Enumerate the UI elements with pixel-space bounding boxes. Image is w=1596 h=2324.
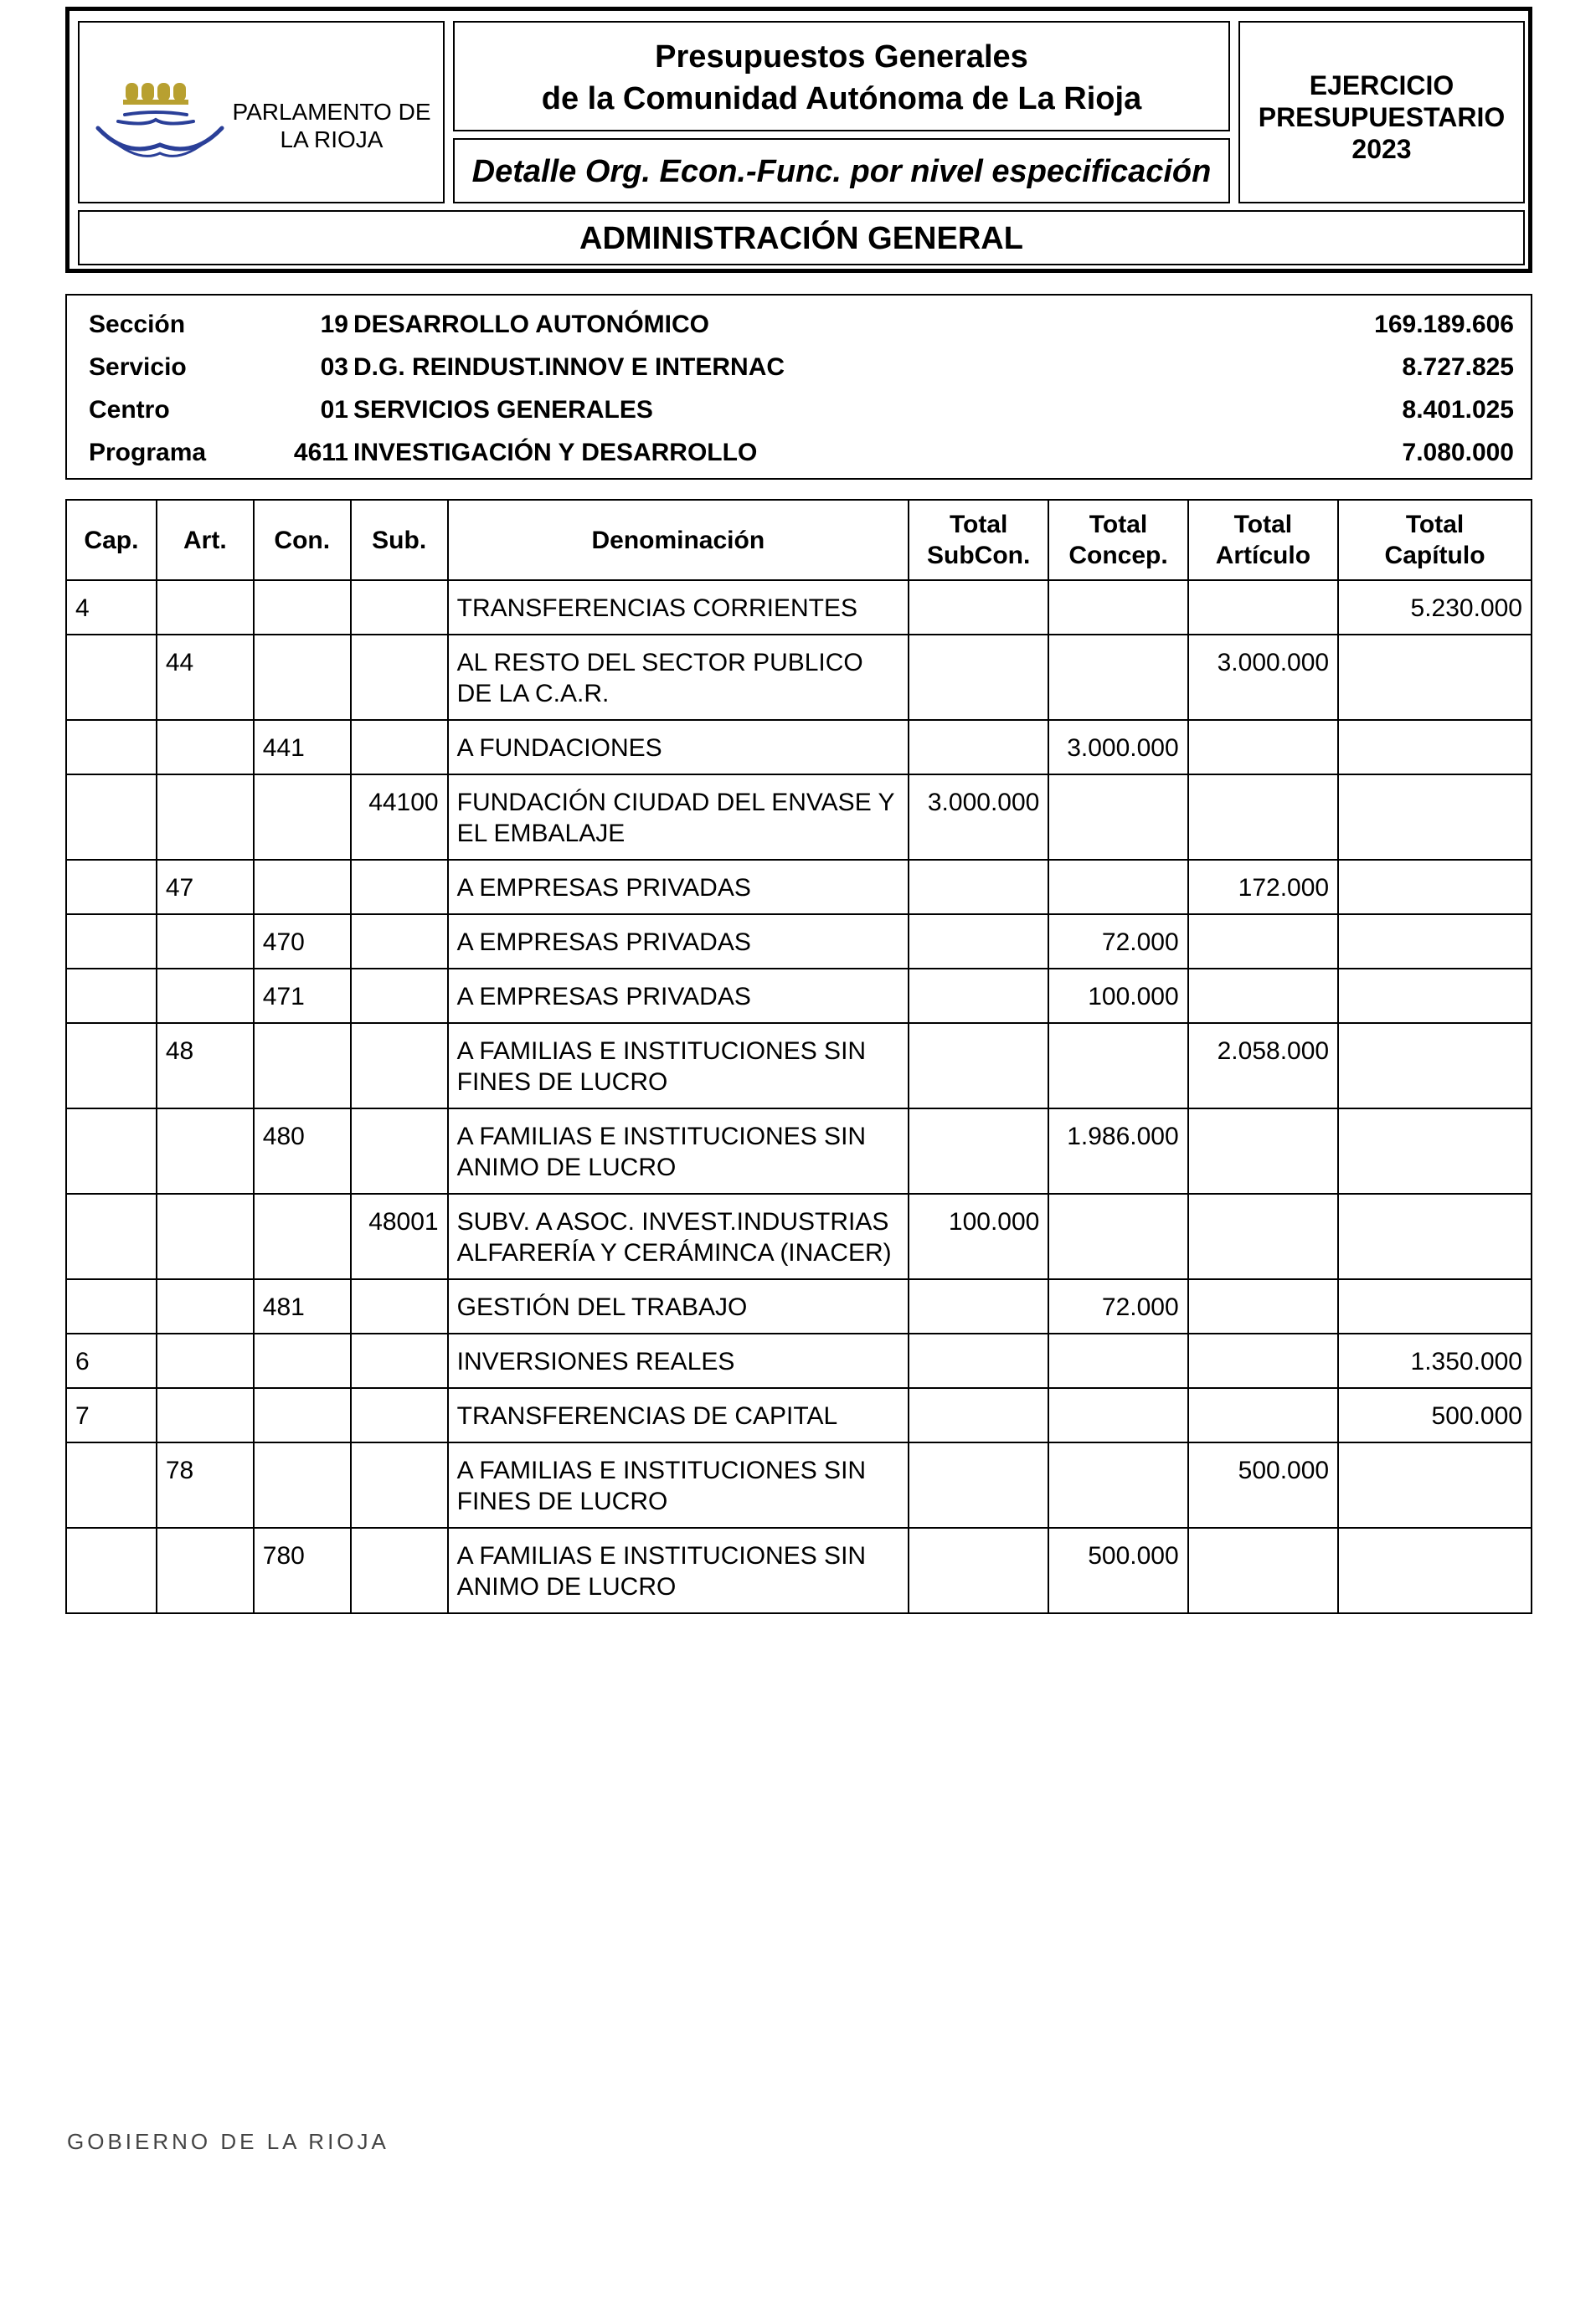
logo-box xyxy=(78,21,445,203)
footer-cut-text-content: GOBIERNO DE LA RIOJA xyxy=(67,2129,389,2154)
cell-total-subcon xyxy=(909,720,1048,774)
cell-denominacion: A FAMILIAS E INSTITUCIONES SIN ANIMO DE LUCRO xyxy=(448,1108,909,1194)
cell-denominacion: A EMPRESAS PRIVADAS xyxy=(448,914,909,969)
cell-total-concep xyxy=(1048,1334,1187,1388)
cell-denominacion: TRANSFERENCIAS CORRIENTES xyxy=(448,580,909,635)
cell-denominacion: A FUNDACIONES xyxy=(448,720,909,774)
table-row xyxy=(66,914,1532,969)
summary-label: Servicio xyxy=(89,353,187,381)
cell-total-subcon xyxy=(909,1442,1048,1528)
cell-sub xyxy=(351,1528,448,1613)
summary-row-programa xyxy=(67,430,1531,472)
table-row xyxy=(66,720,1532,774)
cell-total-subcon xyxy=(909,860,1048,914)
table-row xyxy=(66,1279,1532,1334)
header-total-capitulo-line1: Total xyxy=(1405,511,1465,538)
logo-crown-icon xyxy=(123,83,188,105)
header-total-concep xyxy=(1048,500,1187,580)
section-banner: ADMINISTRACIÓN GENERAL xyxy=(78,210,1525,265)
cell-con xyxy=(254,1388,351,1442)
cell-denominacion: INVERSIONES REALES xyxy=(448,1334,909,1388)
cell-total-capitulo xyxy=(1338,1442,1532,1528)
cell-total-capitulo xyxy=(1338,1023,1532,1108)
cell-total-subcon: 100.000 xyxy=(909,1194,1048,1279)
summary-name: SERVICIOS GENERALES xyxy=(353,396,653,424)
header-total-subcon-line2: SubCon. xyxy=(927,542,1031,569)
cell-total-concep xyxy=(1048,1194,1187,1279)
cell-total-articulo xyxy=(1188,1108,1338,1194)
cell-total-concep xyxy=(1048,635,1187,720)
title-line1: Presupuestos Generales xyxy=(655,39,1028,75)
cell-total-subcon xyxy=(909,635,1048,720)
header-total-articulo-line1: Total xyxy=(1233,511,1293,538)
year-line3: 2023 xyxy=(1351,134,1412,164)
cell-art xyxy=(157,969,254,1023)
cell-con xyxy=(254,1442,351,1528)
cell-total-capitulo xyxy=(1338,969,1532,1023)
cell-sub xyxy=(351,860,448,914)
cell-con xyxy=(254,580,351,635)
title-line2: de la Comunidad Autónoma de La Rioja xyxy=(541,81,1142,116)
cell-con xyxy=(254,635,351,720)
cell-con xyxy=(254,860,351,914)
cell-total-concep xyxy=(1048,774,1187,860)
cell-art: 44 xyxy=(157,635,254,720)
header-total-subcon-line1: Total xyxy=(949,511,1008,538)
table-row xyxy=(66,774,1532,860)
cell-total-subcon xyxy=(909,1334,1048,1388)
cell-total-subcon xyxy=(909,1528,1048,1613)
cell-con: 470 xyxy=(254,914,351,969)
cell-cap xyxy=(66,635,157,720)
cell-total-concep: 72.000 xyxy=(1048,914,1187,969)
cell-sub xyxy=(351,635,448,720)
cell-total-subcon xyxy=(909,1023,1048,1108)
table-row xyxy=(66,1442,1532,1528)
year-line2: PRESUPUESTARIO xyxy=(1258,102,1506,132)
cell-sub xyxy=(351,1388,448,1442)
cell-con xyxy=(254,774,351,860)
cell-cap xyxy=(66,1442,157,1528)
cell-total-capitulo: 1.350.000 xyxy=(1338,1334,1532,1388)
parliament-logo-icon xyxy=(93,76,227,168)
year-line1: EJERCICIO xyxy=(1309,70,1454,100)
table-row xyxy=(66,860,1532,914)
table-body xyxy=(66,580,1532,1613)
header-cap: Cap. xyxy=(66,500,157,580)
cell-total-articulo: 2.058.000 xyxy=(1188,1023,1338,1108)
header-total-capitulo xyxy=(1338,500,1532,580)
header-con: Con. xyxy=(254,500,351,580)
cell-sub: 44100 xyxy=(351,774,448,860)
header-total-subcon xyxy=(909,500,1048,580)
cell-total-capitulo xyxy=(1338,635,1532,720)
cell-total-articulo xyxy=(1188,720,1338,774)
cell-art xyxy=(157,1194,254,1279)
cell-denominacion: A FAMILIAS E INSTITUCIONES SIN FINES DE LUCRO xyxy=(448,1023,909,1108)
cell-sub xyxy=(351,969,448,1023)
cell-cap xyxy=(66,914,157,969)
cell-art xyxy=(157,580,254,635)
cell-denominacion: A EMPRESAS PRIVADAS xyxy=(448,969,909,1023)
header-total-articulo-line2: Artículo xyxy=(1215,542,1311,569)
budget-summary xyxy=(65,294,1532,480)
cell-sub xyxy=(351,914,448,969)
cell-total-capitulo: 500.000 xyxy=(1338,1388,1532,1442)
table-row xyxy=(66,1334,1532,1388)
cell-total-articulo xyxy=(1188,1334,1338,1388)
logo-text-line1: PARLAMENTO DE xyxy=(232,99,431,125)
cell-total-subcon xyxy=(909,580,1048,635)
cell-total-capitulo: 5.230.000 xyxy=(1338,580,1532,635)
cell-cap xyxy=(66,860,157,914)
table-row xyxy=(66,1388,1532,1442)
document-title xyxy=(453,21,1230,131)
cell-cap xyxy=(66,1108,157,1194)
cell-art: 78 xyxy=(157,1442,254,1528)
cell-total-concep: 3.000.000 xyxy=(1048,720,1187,774)
header-total-concep-line2: Concep. xyxy=(1068,542,1168,569)
cell-con: 441 xyxy=(254,720,351,774)
cell-denominacion: TRANSFERENCIAS DE CAPITAL xyxy=(448,1388,909,1442)
cell-cap: 6 xyxy=(66,1334,157,1388)
cell-denominacion: A FAMILIAS E INSTITUCIONES SIN FINES DE LUCRO xyxy=(448,1442,909,1528)
cell-art xyxy=(157,1279,254,1334)
summary-amount: 169.189.606 xyxy=(1374,311,1514,338)
summary-label: Centro xyxy=(89,396,170,424)
summary-amount: 8.401.025 xyxy=(1402,396,1514,424)
table-header-row xyxy=(66,500,1532,580)
cell-total-articulo xyxy=(1188,580,1338,635)
table-row xyxy=(66,1023,1532,1108)
cell-total-capitulo xyxy=(1338,720,1532,774)
table-row xyxy=(66,969,1532,1023)
cell-sub: 48001 xyxy=(351,1194,448,1279)
cell-art xyxy=(157,774,254,860)
cell-con xyxy=(254,1023,351,1108)
summary-row-servicio xyxy=(67,345,1531,387)
cell-art xyxy=(157,914,254,969)
cell-total-concep xyxy=(1048,1442,1187,1528)
cell-con: 480 xyxy=(254,1108,351,1194)
summary-row-centro xyxy=(67,388,1531,429)
cell-total-concep: 500.000 xyxy=(1048,1528,1187,1613)
cell-total-capitulo xyxy=(1338,914,1532,969)
cell-sub xyxy=(351,1108,448,1194)
header-total-articulo xyxy=(1188,500,1338,580)
cell-total-subcon xyxy=(909,1279,1048,1334)
table-row xyxy=(66,580,1532,635)
summary-label: Sección xyxy=(89,311,186,338)
cell-total-concep xyxy=(1048,1023,1187,1108)
document-header xyxy=(65,7,1532,273)
cell-total-articulo xyxy=(1188,1528,1338,1613)
summary-label: Programa xyxy=(89,439,207,466)
cell-total-articulo xyxy=(1188,914,1338,969)
header-total-concep-line1: Total xyxy=(1089,511,1148,538)
cell-con xyxy=(254,1194,351,1279)
summary-name: DESARROLLO AUTONÓMICO xyxy=(353,311,709,338)
cell-total-capitulo xyxy=(1338,774,1532,860)
cell-cap xyxy=(66,1279,157,1334)
cell-total-concep: 100.000 xyxy=(1048,969,1187,1023)
cell-total-concep xyxy=(1048,580,1187,635)
summary-code: 19 xyxy=(320,311,348,338)
cell-denominacion: AL RESTO DEL SECTOR PUBLICO DE LA C.A.R. xyxy=(448,635,909,720)
cell-denominacion: FUNDACIÓN CIUDAD DEL ENVASE Y EL EMBALAJE xyxy=(448,774,909,860)
cell-art xyxy=(157,1528,254,1613)
cell-art xyxy=(157,1334,254,1388)
cell-total-subcon: 3.000.000 xyxy=(909,774,1048,860)
cell-denominacion: SUBV. A ASOC. INVEST.INDUSTRIAS ALFARERÍA Y CERÁMINCA (INACER) xyxy=(448,1194,909,1279)
cell-cap xyxy=(66,969,157,1023)
cell-sub xyxy=(351,1023,448,1108)
cell-sub xyxy=(351,1279,448,1334)
summary-code: 03 xyxy=(320,353,348,381)
cell-total-capitulo xyxy=(1338,1194,1532,1279)
cell-total-capitulo xyxy=(1338,1528,1532,1613)
cell-total-articulo: 172.000 xyxy=(1188,860,1338,914)
header-art: Art. xyxy=(157,500,254,580)
summary-row-seccion xyxy=(67,302,1531,344)
cell-total-articulo xyxy=(1188,774,1338,860)
cell-total-capitulo xyxy=(1338,1279,1532,1334)
summary-code: 01 xyxy=(320,396,348,424)
document-subtitle: Detalle Org. Econ.-Func. por nivel especificación xyxy=(453,138,1230,203)
table-row xyxy=(66,1528,1532,1613)
logo-waves-icon xyxy=(98,112,222,156)
logo-text-line2: LA RIOJA xyxy=(280,126,384,152)
cell-total-articulo xyxy=(1188,1279,1338,1334)
summary-name: D.G. REINDUST.INNOV E INTERNAC xyxy=(353,353,785,381)
cell-total-subcon xyxy=(909,1108,1048,1194)
cell-sub xyxy=(351,1442,448,1528)
cell-cap: 7 xyxy=(66,1388,157,1442)
cell-total-concep xyxy=(1048,1388,1187,1442)
cell-denominacion: A FAMILIAS E INSTITUCIONES SIN ANIMO DE LUCRO xyxy=(448,1528,909,1613)
cell-total-concep: 72.000 xyxy=(1048,1279,1187,1334)
cell-art xyxy=(157,1108,254,1194)
cell-con: 471 xyxy=(254,969,351,1023)
cell-art xyxy=(157,1388,254,1442)
cell-total-capitulo xyxy=(1338,860,1532,914)
cell-sub xyxy=(351,580,448,635)
header-sub: Sub. xyxy=(351,500,448,580)
summary-code: 4611 xyxy=(293,439,348,466)
cell-total-articulo xyxy=(1188,969,1338,1023)
cell-art xyxy=(157,720,254,774)
cell-art: 48 xyxy=(157,1023,254,1108)
cell-cap xyxy=(66,1528,157,1613)
fiscal-year-box xyxy=(1238,21,1525,203)
cell-con xyxy=(254,1334,351,1388)
logo-text xyxy=(227,98,436,153)
cell-sub xyxy=(351,720,448,774)
cell-total-articulo: 500.000 xyxy=(1188,1442,1338,1528)
header-total-capitulo-line2: Capítulo xyxy=(1384,542,1485,569)
table-row xyxy=(66,1194,1532,1279)
budget-detail-table xyxy=(65,499,1532,1614)
cell-denominacion: A EMPRESAS PRIVADAS xyxy=(448,860,909,914)
summary-name: INVESTIGACIÓN Y DESARROLLO xyxy=(353,439,758,466)
cell-cap xyxy=(66,774,157,860)
cell-total-articulo xyxy=(1188,1388,1338,1442)
summary-amount: 7.080.000 xyxy=(1402,439,1514,466)
cell-total-concep xyxy=(1048,860,1187,914)
header-denominacion: Denominación xyxy=(448,500,909,580)
cell-total-subcon xyxy=(909,1388,1048,1442)
table-row xyxy=(66,1108,1532,1194)
cell-total-articulo xyxy=(1188,1194,1338,1279)
cell-total-articulo: 3.000.000 xyxy=(1188,635,1338,720)
cell-cap xyxy=(66,1023,157,1108)
cell-sub xyxy=(351,1334,448,1388)
footer-cut-text xyxy=(67,2129,410,2154)
cell-cap: 4 xyxy=(66,580,157,635)
cell-cap xyxy=(66,720,157,774)
cell-con: 780 xyxy=(254,1528,351,1613)
cell-art: 47 xyxy=(157,860,254,914)
cell-denominacion: GESTIÓN DEL TRABAJO xyxy=(448,1279,909,1334)
cell-total-concep: 1.986.000 xyxy=(1048,1108,1187,1194)
cell-total-subcon xyxy=(909,914,1048,969)
table-row xyxy=(66,635,1532,720)
cell-con: 481 xyxy=(254,1279,351,1334)
cell-total-capitulo xyxy=(1338,1108,1532,1194)
cell-cap xyxy=(66,1194,157,1279)
summary-amount: 8.727.825 xyxy=(1402,353,1514,381)
cell-total-subcon xyxy=(909,969,1048,1023)
